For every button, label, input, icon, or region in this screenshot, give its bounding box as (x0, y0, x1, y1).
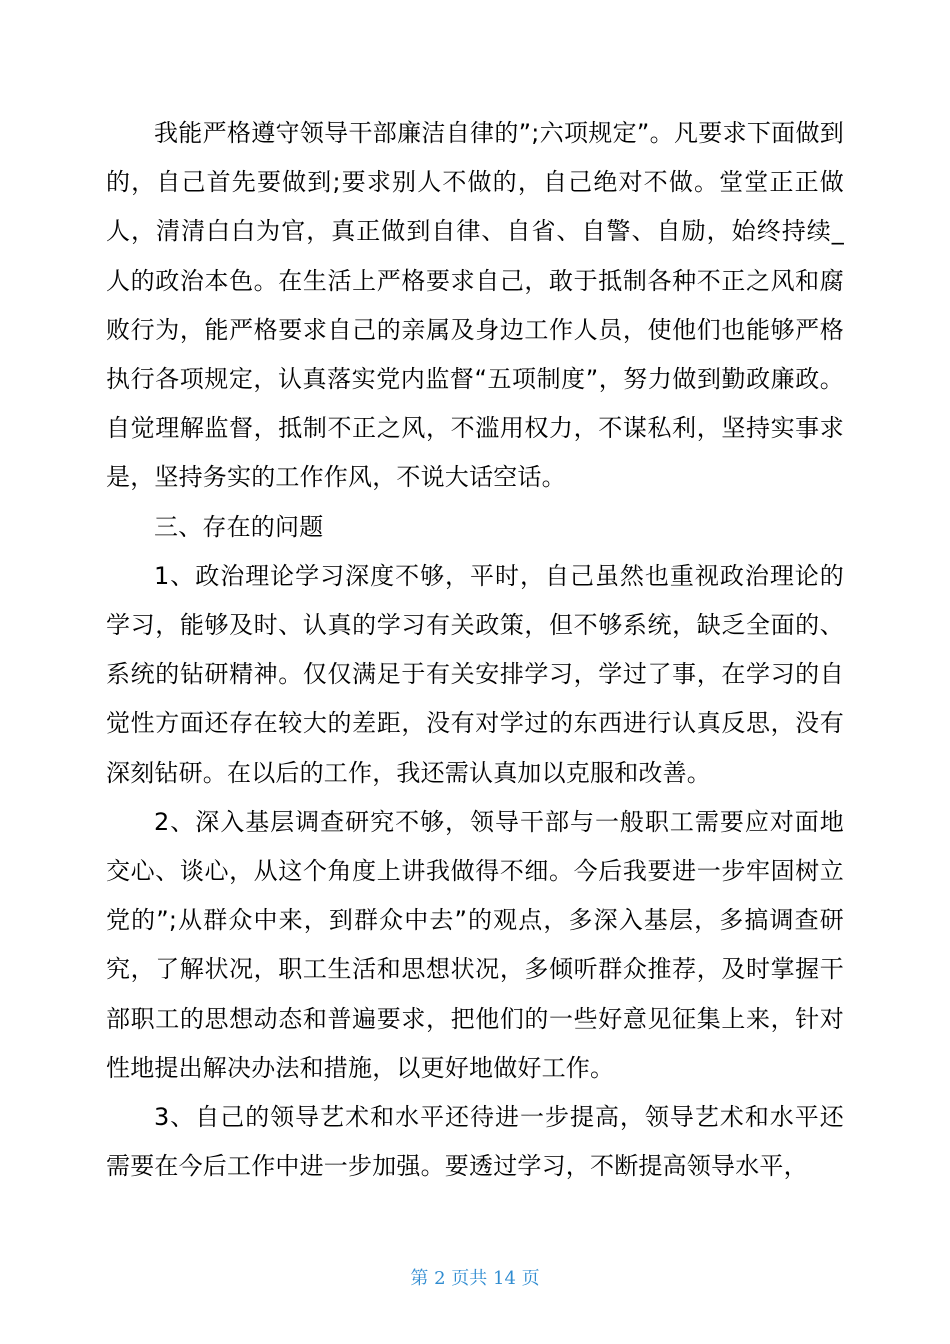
paragraph-problem-1: 1、政治理论学习深度不够，平时，自己虽然也重视政治理论的学习，能够及时、认真的学习有关政策，但不够系统，缺乏全面的、系统的钻研精神。仅仅满足于有关安排学习，学过了事，在学习的自觉性方面还存在较大的差距，没有对学过的东西进行认真反思，没有深刻钻研。在以后的工作，我还需认真加以克服和改善。 (106, 561, 844, 787)
section-heading-problems: 三、存在的问题 (154, 512, 324, 541)
paragraph-problem-2: 2、深入基层调查研究不够，领导干部与一般职工需要应对面地交心、谈心，从这个角度上讲我做得不细。今后我要进一步牢固树立党的”;从群众中来，到群众中去”的观点，多深入基层，多搞调查研究，了解状况，职工生活和思想状况，多倾听群众推荐，及时掌握干部职工的思想动态和普遍要求，把他们的一些好意见征集上来，针对性地提出解决办法和措施，以更好地做好工作。 (106, 807, 844, 1082)
paragraph-self-discipline: 我能严格遵守领导干部廉洁自律的”;六项规定”。凡要求下面做到的，自己首先要做到;要求别人不做的，自己绝对不做。堂堂正正做人，清清白白为官，真正做到自律、自省、自警、自励，始终持续_人的政治本色。在生活上严格要求自己，敢于抵制各种不正之风和腐败行为，能严格要求自己的亲属及身边工作人员，使他们也能够严格执行各项规定，认真落实党内监督“五项制度”，努力做到勤政廉政。自觉理解监督，抵制不正之风，不滥用权力，不谋私利，坚持实事求是，坚持务实的工作作风，不说大话空话。 (106, 119, 844, 492)
document-body (106, 109, 844, 1191)
paragraph-problem-3: 3、自己的领导艺术和水平还待进一步提高，领导艺术和水平还需要在今后工作中进一步加强。要透过学习，不断提高领导水平， (106, 1103, 844, 1181)
page-number-footer: 第 2 页共 14 页 (410, 1268, 540, 1289)
